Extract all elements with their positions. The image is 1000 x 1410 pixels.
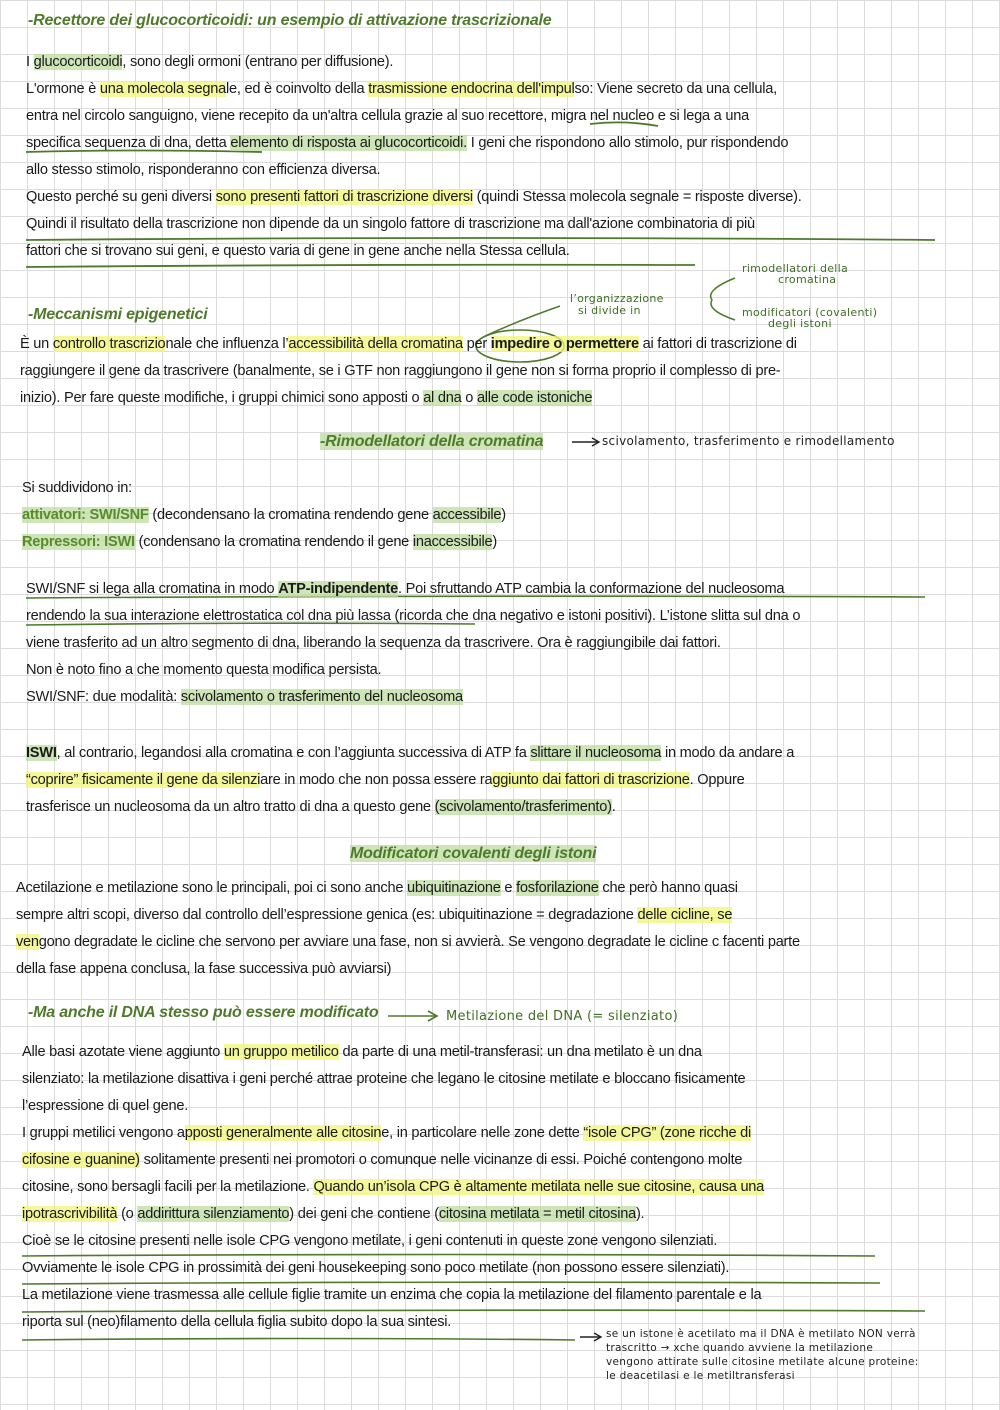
paragraph-modificatori: Acetilazione e metilazione sono le principali, poi ci sono anche ubiquitinazione e fosforilazione che però hanno quasi sempre altri scopi, diverso dal controllo dell’espressione genica (es: ubiquitinazione = degradazione delle cicline, se vengono degradate le cicline che servono per avviare una fase, non si avvierà. Se vengono degradate le cicline c facenti parte della fase appena conclusa, la fase successiva può avviarsi)	[16, 880, 800, 977]
note-rimodellatori-modalita: scivolamento, trasferimento e rimodellamento	[602, 434, 895, 448]
paragraph-metilazione: Alle basi azotate viene aggiunto un gruppo metilico da parte di una metil-transferasi: un dna metilato è un dna silenziato: la metilazione disattiva i geni perché attrae proteine che legano le citosine metilate e bloccano fisicamente l’espressione di quel gene. I gruppi metilici vengono apposti generalmente alle citosine, in particolare nelle zone dette “isole CPG” (zone ricche di cifosine e guanine) solitamente presenti nei promotori o comunque nelle vicinanze di essi. Poiché contengono molte citosine, sono bersagli facili per la metilazione. Quando un’isola CPG è altamente metilata nelle sue citosine, causa una ipotrascrivibilità (o addirittura silenziamento) dei geni che contiene (citosina metilata = metil citosina). Cioè se le citosine presenti nelle isole CPG vengono metilate, i geni contenuti in queste zone vengono silenziati. Ovviamente le isole CPG in prossimità dei geni housekeeping sono poco metilate (non possono essere silenziati). La metilazione viene trasmessa alle cellule figlie tramite un enzima che copia la metilazione del filamento parentale e la riporta sul (neo)filamento della cellula figlia subito dopo la sua sintesi.	[22, 1044, 765, 1330]
section-heading-modificatori: Modificatori covalenti degli istoni	[350, 845, 597, 862]
note-rimodellatori: rimodellatori della cromatina	[742, 262, 849, 286]
section-heading-dna-modificato: -Ma anche il DNA stesso può essere modificato	[28, 1004, 379, 1021]
paragraph-swi-snf: SWI/SNF si lega alla cromatina in modo ATP-indipendente. Poi sfruttando ATP cambia la conformazione del nucleosoma rendendo la sua interazione elettrostatica col dna più lassa (ricorda che dna negativo e istoni positivi). L’istone slitta sul dna o viene trasferito ad un altro segmento di dna, liberando la sequenza da trascrivere. Ora è raggiungibile dai fattori. Non è noto fino a che momento questa modifica persista. SWI/SNF: due modalità: scivolamento o trasferimento del nucleosoma	[26, 581, 801, 705]
section-heading-rimodellatori: -Rimodellatori della cromatina	[320, 433, 544, 450]
note-acetilazione-metilazione: se un istone è acetilato ma il DNA è metilato NON verrà trascritto → xche quando avviene la metilazione vengono attirate sulle citosine metilate alcune proteine: le deacetilasi e le metiltransferasi	[606, 1328, 919, 1382]
section-heading-epigenetici: -Meccanismi epigenetici	[28, 306, 208, 323]
note-modificatori: modificatori (covalenti) degli istoni	[742, 306, 878, 330]
paragraph-glucocorticoidi: I glucocorticoidi, sono degli ormoni (entrano per diffusione). L'ormone è una molecola segnale, ed è coinvolto della trasmissione endocrina dell'impulso: Viene secreto da una cellula, entra nel circolo sanguigno, viene recepito da un'altra cellula grazie al suo recettore, migra nel nucleo e si lega a una specifica sequenza di dna, detta elemento di risposta ai glucocorticoidi. I geni che rispondono allo stimolo, pur rispondendo allo stesso stimolo, risponderanno con efficienza diversa. Questo perché su geni diversi sono presenti fattori di trascrizione diversi (quindi Stessa molecola segnale = risposte diverse). Quindi il risultato della trascrizione non dipende da un singolo fattore di trascrizione ma dall'azione combinatoria di più fattori che si trovano sui geni, e questo varia di gene in gene anche nella Stessa cellula.	[26, 54, 802, 259]
paragraph-suddivisione: Si suddividono in: attivatori: SWI/SNF (decondensano la cromatina rendendo gene accessibile) Repressori: ISWI (condensano la cromatina rendendo il gene inaccessibile)	[22, 480, 506, 550]
section-heading-glucocorticoidi: -Recettore dei glucocorticoidi: un esempio di attivazione trascrizionale	[28, 12, 552, 29]
paragraph-iswi: ISWI, al contrario, legandosi alla cromatina e con l’aggiunta successiva di ATP fa slittare il nucleosoma in modo da andare a “coprire” fisicamente il gene da silenziare in modo che non possa essere raggiunto dai fattori di trascrizione. Oppure trasferisce un nucleosoma da un altro tratto di dna a questo gene (scivolamento/trasferimento).	[26, 745, 795, 815]
paragraph-epigenetici: È un controllo trascrizionale che influenza l’accessibilità della cromatina per impedire o permettere ai fattori di trascrizione di raggiungere il gene da trascrivere (banalmente, se i GTF non raggiungono il gene non si forma proprio il complesso di pre- inizio). Per fare queste modifiche, i gruppi chimici sono apposti o al dna o alle code istoniche	[20, 336, 797, 406]
note-organizzazione: l’organizzazione si divide in	[570, 292, 664, 317]
note-metilazione-dna: Metilazione del DNA (= silenziato)	[446, 1009, 679, 1024]
